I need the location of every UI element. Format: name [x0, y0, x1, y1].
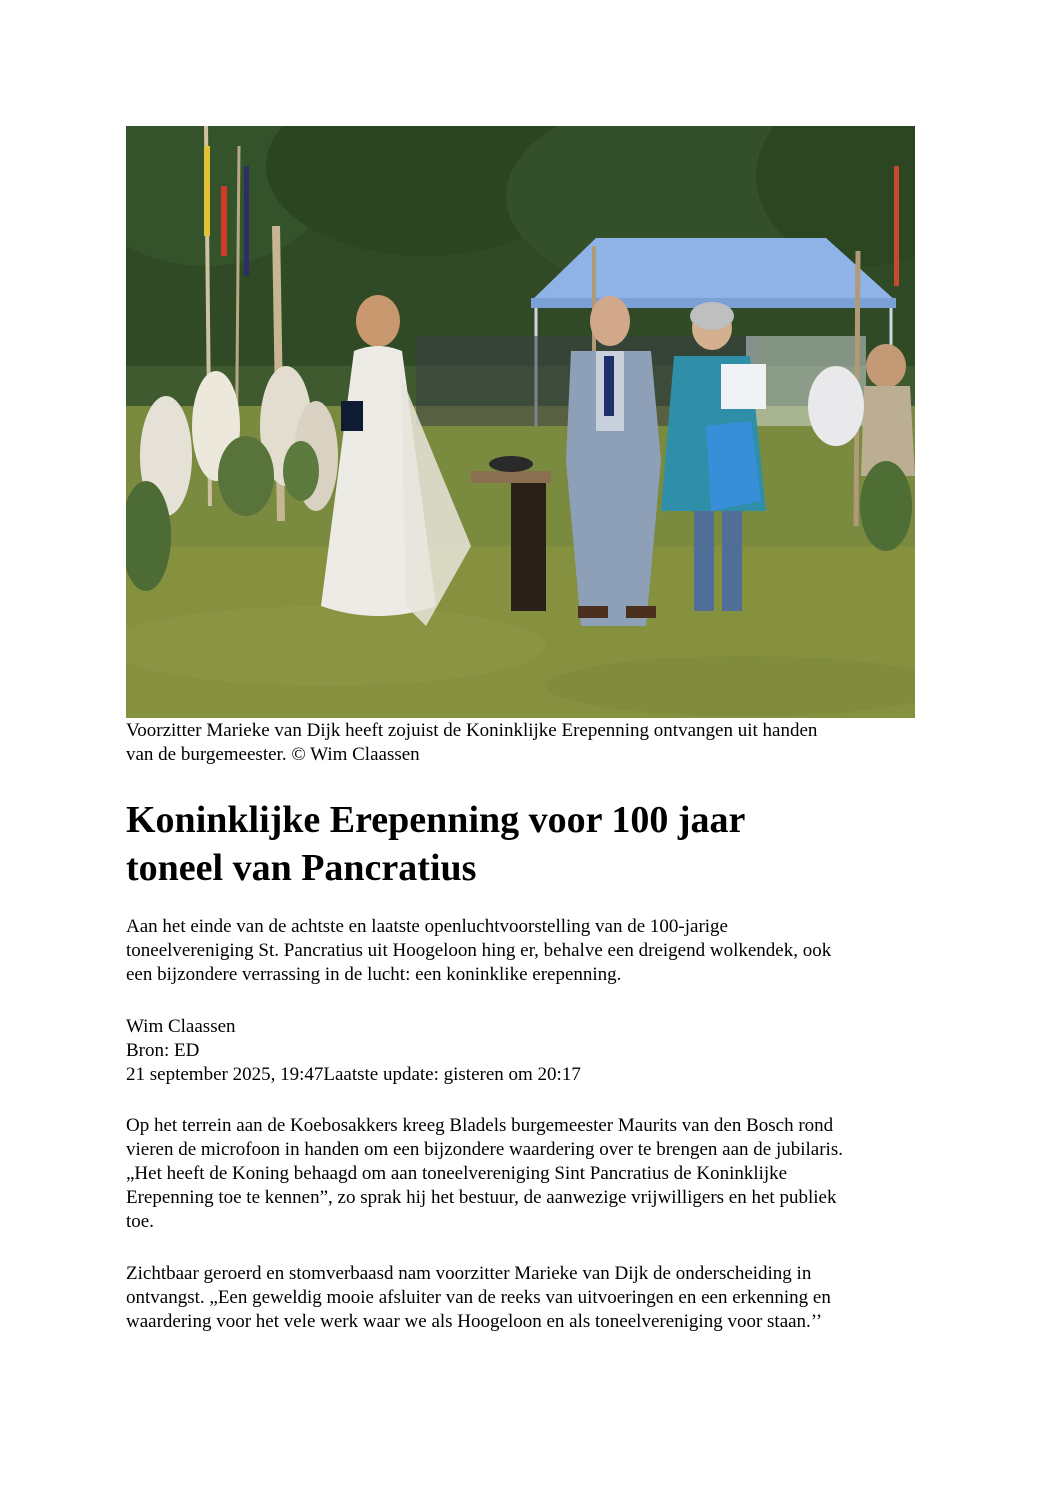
intro-line: Aan het einde van de achtste en laatste openluchtvoorstelling van de 100-jarige: [126, 916, 728, 937]
source-label: Bron: ED: [126, 1040, 200, 1061]
publish-datetime: 21 september 2025, 19:47Laatste update: gisteren om 20:17: [126, 1064, 581, 1085]
photo-caption: [126, 719, 926, 767]
article-paragraph-1: [126, 1114, 936, 1234]
paragraph-line: vieren de microfoon in handen om een bijzondere waardering over te brengen aan de jubilaris.: [126, 1139, 843, 1160]
caption-line: van de burgemeester. © Wim Claassen: [126, 744, 420, 765]
paragraph-line: ontvangst. „Een geweldig mooie afsluiter van de reeks van uitvoeringen en een erkenning en: [126, 1287, 831, 1308]
paragraph-line: Op het terrein aan de Koebosakkers kreeg Bladels burgemeester Maurits van den Bosch rond: [126, 1115, 834, 1136]
paragraph-line: Zichtbaar geroerd en stomverbaasd nam voorzitter Marieke van Dijk de onderscheiding in: [126, 1263, 812, 1284]
paragraph-line: Erepenning toe te kennen”, zo sprak hij het bestuur, de aanwezige vrijwilligers en het publiek: [126, 1187, 837, 1208]
headline-line: toneel van Pancratius: [126, 847, 477, 889]
paragraph-line: „Het heeft de Koning behaagd om aan toneelvereniging Sint Pancratius de Koninklijke: [126, 1163, 788, 1184]
article-intro: [126, 915, 936, 987]
author-name: Wim Claassen: [126, 1016, 236, 1037]
intro-line: toneelvereniging St. Pancratius uit Hoogeloon hing er, behalve een dreigend wolkendek, ook: [126, 940, 832, 961]
headline-line: Koninklijke Erepenning voor 100 jaar: [126, 799, 746, 841]
photo-illustration: [126, 126, 915, 718]
caption-line: Voorzitter Marieke van Dijk heeft zojuist de Koninklijke Erepenning ontvangen uit handen: [126, 720, 818, 741]
article-meta: [126, 1015, 926, 1087]
intro-line: een bijzondere verrassing in de lucht: een koninklike erepenning.: [126, 964, 622, 985]
article-photo: [126, 126, 915, 718]
article-paragraph-2: [126, 1262, 936, 1334]
paragraph-line: toe.: [126, 1211, 154, 1232]
article-headline: [126, 796, 926, 892]
paragraph-line: waardering voor het vele werk waar we als Hoogeloon en als toneelvereniging voor staan.’’: [126, 1311, 823, 1332]
